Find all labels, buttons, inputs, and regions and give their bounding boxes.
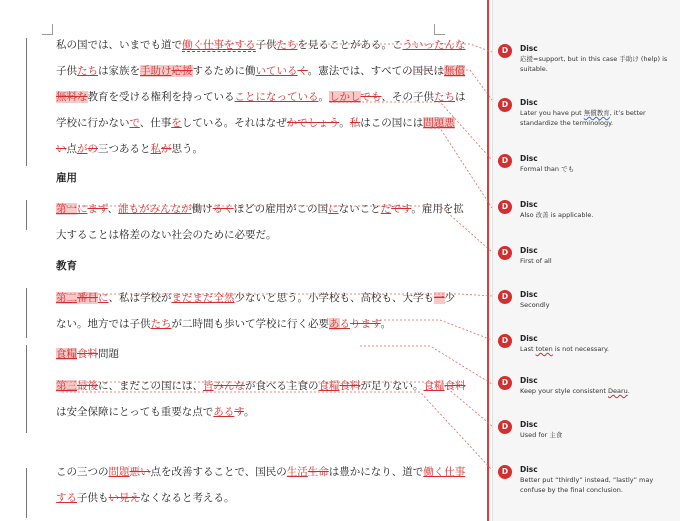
comment-author: Disc <box>520 465 538 474</box>
text-line: い点がの三つあると私が思う。 <box>56 143 203 155</box>
paragraph-intro[interactable] <box>56 32 466 162</box>
comment-card[interactable] <box>498 376 676 400</box>
text-line: する子供もい見えなくなると考える。 <box>56 492 235 504</box>
heading-education: 教育 <box>56 260 77 272</box>
avatar: D <box>498 154 512 168</box>
avatar: D <box>498 334 512 348</box>
text-line: 第三最後に、まだこの国には、皆みんなが食べる主食の食糧食料が足りない。食糧食料 <box>56 380 466 392</box>
comment-text: Better put “thirdly” instead, “lastly” may confuse by the final conclusion. <box>520 476 654 494</box>
avatar: D <box>498 420 512 434</box>
comment-author: Disc <box>520 290 538 299</box>
comment-text: Formal than でも <box>520 165 575 173</box>
comment-card[interactable] <box>498 334 676 358</box>
comment-author: Disc <box>520 246 538 255</box>
comment-text: Secondly <box>520 301 550 309</box>
avatar: D <box>498 44 512 58</box>
comment-author: Disc <box>520 334 538 343</box>
avatar: D <box>498 465 512 479</box>
comment-text: Last toten is not necessary. <box>520 345 609 353</box>
paragraph-conclusion[interactable] <box>56 459 466 511</box>
comment-card[interactable] <box>498 246 676 270</box>
comment-author: Disc <box>520 154 538 163</box>
comment-connector-line <box>487 0 489 521</box>
comment-author: Disc <box>520 420 538 429</box>
text-line: 学校に行かないで、仕事をしている。それはなぜかでしょう。私はこの国には問題悪 <box>56 117 455 129</box>
avatar: D <box>498 376 512 390</box>
text-line: 無料な教育を受ける権利を持っていることになっている。しかしでも、その子供たちは <box>56 91 466 103</box>
text-line: ない。地方では子供たちが二時間も歩いて学校に行く必要あるります。 <box>56 318 392 330</box>
comment-card[interactable] <box>498 98 676 128</box>
text-line: 食糧食料問題 <box>56 348 119 360</box>
comment-text: 応援=support, but in this case 手助け (help) is suitable. <box>520 55 668 73</box>
heading-food-problem[interactable] <box>56 341 444 367</box>
comment-author: Disc <box>520 44 538 53</box>
comment-text: Used for 主食 <box>520 431 563 439</box>
comment-card[interactable] <box>498 420 676 444</box>
comment-card[interactable] <box>498 44 676 74</box>
margin-corner-mark <box>42 24 53 35</box>
change-bar <box>26 38 27 166</box>
text-line: 私の国では、いまでも道で働く仕事をする子供たちを見ることがある。こういったんな <box>56 39 466 51</box>
text-line: 大することは格差のない社会のために必要だ。 <box>56 229 277 241</box>
text-line: 第二番目に、私は学校がまだまだ全然少ないと思う。小学校も、高校も、大学も一少 <box>56 292 455 304</box>
paragraph-food[interactable] <box>56 373 466 425</box>
comment-card[interactable] <box>498 465 676 505</box>
comment-author: Disc <box>520 200 538 209</box>
comment-text: First of all <box>520 257 552 265</box>
avatar: D <box>498 246 512 260</box>
text-line: 第一にまず、誰もがみんなが働けるくほどの雇用がこの国にないことだです。雇用を拡 <box>56 203 464 215</box>
comment-author: Disc <box>520 376 538 385</box>
comment-card[interactable] <box>498 290 676 314</box>
paragraph-education[interactable] <box>56 285 455 337</box>
heading-employment: 雇用 <box>56 172 77 184</box>
change-bar <box>26 468 27 518</box>
avatar: D <box>498 290 512 304</box>
comment-text: Later you have put 無償教育, it’s better standardize the terminology. <box>520 109 646 127</box>
avatar: D <box>498 98 512 112</box>
change-bar <box>26 288 27 338</box>
comment-text: Also 改善 is applicable. <box>520 211 594 219</box>
paragraph-employment[interactable] <box>56 196 464 248</box>
comment-text: Keep your style consistent Dearu. <box>520 387 630 395</box>
avatar: D <box>498 200 512 214</box>
comment-card[interactable] <box>498 200 676 224</box>
text-line: この三つの問題悪い点を改善することで、国民の生活生命は豊かになり、道で働く仕事 <box>56 466 466 478</box>
text-line: は安全保障にとっても重要な点であるす。 <box>56 406 255 418</box>
comment-author: Disc <box>520 98 538 107</box>
comment-card[interactable] <box>498 154 676 178</box>
change-bar <box>26 345 27 433</box>
text-line: 子供たちは家族を手助け応援するために働いているく。憲法では、すべての国民は無償 <box>56 65 466 77</box>
change-bar <box>26 200 27 230</box>
